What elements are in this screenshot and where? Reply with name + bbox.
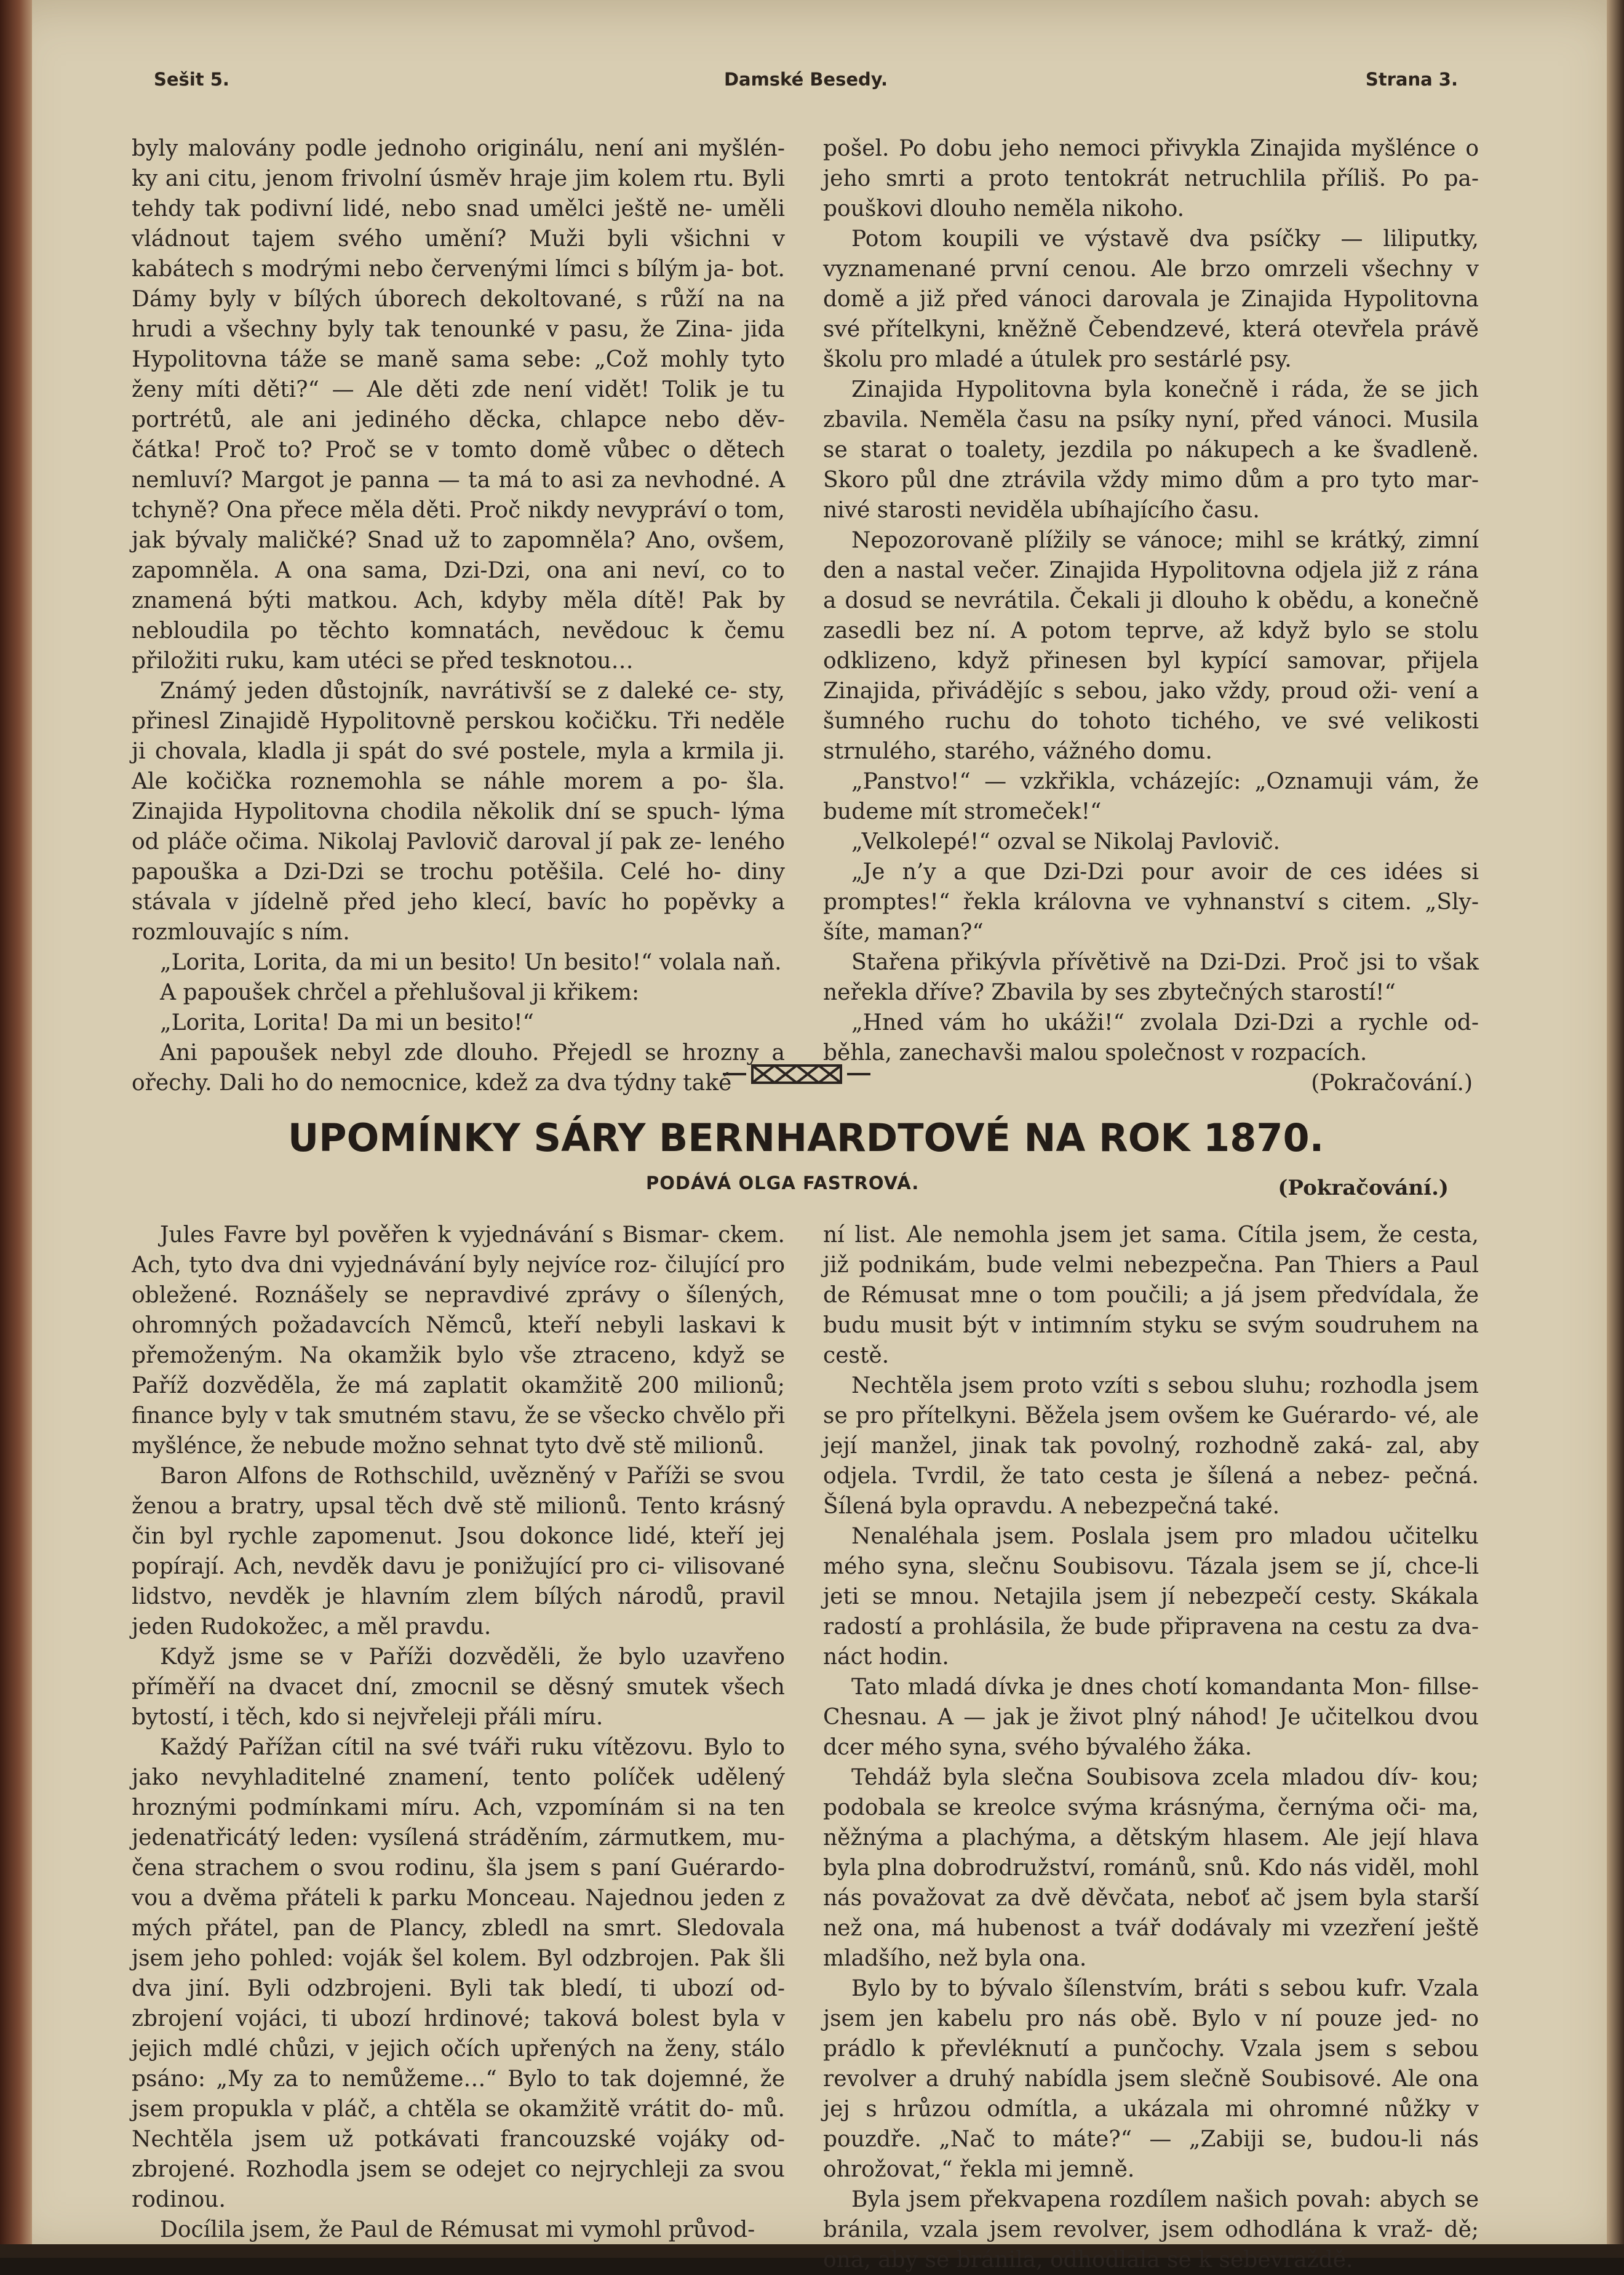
paragraph: „Je n’y a que Dzi-Dzi pour avoir de ces idées si promptes!“ řekla královna ve vyhnanství s citem. „Sly- šíte, maman?“ [823,859,1479,945]
paragraph: Známý jeden důstojník, navrátivší se z daleké ce- sty, přinesl Zinajidě Hypolitovně perskou kočičku. Tři neděle ji chovala, kladla ji spát do své postele, myla a krmila ji. Ale kočička roznemohla se náhle morem a po- šla. Zinajida Hypolitovna chodila několik dní se spuch- lýma od pláče očima. Nikolaj Pavlovič daroval jí pak ze- leného papouška a Dzi-Dzi se trochu potěšila. Celé ho- diny stávala v jídelně před jeho klecí, bavíc ho popěvky a rozmlouvajíc s ním. [132,679,785,945]
paragraph: Baron Alfons de Rothschild, uvězněný v Paříži se svou ženou a bratry, upsal těch dvě stě milionů. Tento krásný čin byl rychle zapomenut. Jsou dokonce lidé, kteří jej popírají. Ach, nevděk davu je ponižující pro ci- vilisované lidstvo, nevděk je hlavním zlem bílých národů, pravil jeden Rudokožec, a měl pravdu. [132,1464,785,1640]
paragraph: Když jsme se v Paříži dozvěděli, že bylo uzavřeno příměří na dvacet dní, zmocnil se děsný smutek všech bytostí, i těch, kdo si nejvřeleji přáli míru. [132,1644,785,1730]
paragraph: „Velkolepé!“ ozval se Nikolaj Pavlovič. [851,829,1280,855]
paragraph: „Lorita, Lorita, da mi un besito! Un besito!“ volala naň. [160,950,782,975]
paragraph: „Panstvo!“ — vzkřikla, vcházejíc: „Oznamuji vám, že budeme mít stromeček!“ [823,769,1479,824]
article-continued-note: (Pokračování.) [1278,1176,1449,1200]
section-divider-ornament [723,1062,870,1086]
paragraph: pošel. Po dobu jeho nemoci přivykla Zinajida myšlénce o jeho smrti a proto tentokrát netruchlila příliš. Po pa- pouškovi dlouho neměla nikoho. [823,136,1479,221]
story2-column-left [132,1220,785,2245]
paragraph: ní list. Ale nemohla jsem jet sama. Cítila jsem, že cesta, již podnikám, bude velmi nebezpečna. Pan Thiers a Paul de Rémusat mne o tom poučili; a já jsem předvídala, že budu musit být v intimním styku se svým soudruhem na cestě. [823,1222,1479,1368]
paragraph: Každý Pařížan cítil na své tváři ruku vítězovu. Bylo to jako nevyhladitelné znamení, tento políček udělený hroznými podmínkami míru. Ach, vzpomínám si na ten jedenatřicátý leden: vysílená stráděním, zármutkem, mu- čena strachem o svou rodinu, šla jsem s paní Guérardo- vou a dvěma přáteli k parku Monceau. Najednou jeden z mých přátel, pan de Plancy, zbledl na smrt. Sledovala jsem jeho pohled: voják šel kolem. Byl odzbrojen. Pak šli dva jiní. Byli odzbrojeni. Byli tak bledí, ti ubozí od- zbrojení vojáci, ti ubozí hrdinové; taková bolest byla v jejich mdlé chůzi, v jejich očích upřených na ženy, stálo psáno: „My za to nemůžeme…“ Bylo to tak dojemné, že jsem propukla v pláč, a chtěla se okamžitě vrátit do- mů. Nechtěla jsem už potkávati francouzské vojáky od- zbrojené. Rozhodla jsem se odejet co nejrychleji za svou rodinou. [132,1735,785,2212]
paragraph: Tehdáž byla slečna Soubisova zcela mladou dív- kou; podobala se kreolce svýma krásnýma, černýma oči- ma, něžnýma a plachýma, a dětským hlasem. Ale její hlava byla plna dobrodružství, románů, snů. Kdo nás viděl, mohl nás považovat za dvě děvčata, neboť ač jsem byla starší než ona, má hubenost a tvář dodávaly mi vzezření ještě mladšího, než byla ona. [823,1765,1479,1971]
paragraph: Nenaléhala jsem. Poslala jsem pro mladou učitelku mého syna, slečnu Soubisovu. Tázala jsem se jí, chce-li jeti se mnou. Netajila jsem jí nebezpečí cesty. Skákala radostí a prohlásila, že bude připravena na cestu za dva- náct hodin. [823,1524,1479,1670]
paragraph: Tato mladá dívka je dnes chotí komandanta Mon- fillse-Chesnau. A — jak je život plný náhod! Je učitelkou dvou dcer mého syna, svého bývalého žáka. [823,1675,1479,1760]
story1-column-right [823,133,1479,1098]
article-title: UPOMÍNKY SÁRY BERNHARDTOVÉ NA ROK 1870. [287,1115,1324,1160]
magazine-title: Damské Besedy. [723,69,888,90]
story2-column-right [823,1220,1479,2275]
paragraph: Nechtěla jsem proto vzíti s sebou sluhu; rozhodla jsem se pro přítelkyni. Běžela jsem ovšem ke Guérardo- vé, ale její manžel, jinak tak povolný, rozhodně zaká- zal, aby odjela. Tvrdil, že tato cesta je šílená a nebez- pečná. Šílená byla opravdu. A nebezpečná také. [823,1373,1479,1519]
paragraph: „Hned vám ho ukáži!“ zvolala Dzi-Dzi a rychle od- běhla, zanechavši malou společnost v rozpacích. [823,1010,1479,1066]
paragraph: Byla jsem překvapena rozdílem našich povah: abych se bránila, vzala jsem revolver, jsem odhodlána k vraž- dě; ona, aby se bránila, odhodlala se k sebevraždě. [823,2187,1479,2273]
paragraph: Ani papoušek nebyl zde dlouho. Přejedl se hrozny a ořechy. Dali ho do nemocnice, kdež za dva týdny také [132,1040,785,1096]
paragraph: Bylo by to bývalo šílenstvím, bráti s sebou kufr. Vzala jsem jen kabelu pro nás obě. Bylo v ní pouze jed- no prádlo k převléknutí a punčochy. Vzala jsem s sebou revolver a druhý nabídla jsem slečně Soubisové. Ale ona jej s hrůzou odmítla, a ukázala mi ohromné nůžky v pouzdře. „Nač to máte?“ — „Zabiji se, budou-li nás ohrožovat,“ řekla mi jemně. [823,1976,1479,2182]
continued-note: (Pokračování.) [1311,1070,1473,1096]
article-byline: PODÁVÁ OLGA FASTROVÁ. [646,1173,920,1193]
paragraph: A papoušek chrčel a přehlušoval ji křikem: [160,980,640,1005]
paragraph: byly malovány podle jednoho originálu, není ani myšlén- ky ani citu, jenom frivolní úsměv hraje jim kolem rtu. Byli tehdy tak podivní lidé, nebo snad umělci ještě ne- uměli vládnout tajem svého umění? Muži byli všichni v kabátech s modrými nebo červenými límci s bílým ja- bot. Dámy byly v bílých úborech dekoltované, s růží na na hrudi a všechny byly tak tenounké v pasu, že Zina- jida Hypolitovna táže se maně sama sebe: „Což mohly tyto ženy míti děti?“ — Ale děti zde není vidět! Tolik je tu portrétů, ale ani jediného děcka, chlapce nebo děv- čátka! Proč to? Proč se v tomto domě vůbec o dětech nemluví? Margot je panna — ta má to asi za nevhodné. A tchyně? Ona přece měla děti. Proč nikdy nevypráví o tom, jak bývaly maličké? Snad už to zapomněla? Ano, ovšem, zapomněla. A ona sama, Dzi-Dzi, ona ani neví, co to znamená býti matkou. Ach, kdyby měla dítě! Pak by nebloudila po těchto komnatách, nevědouc k čemu přiložiti ruku, kam utéci se před tesknotou… [132,136,785,674]
running-header [154,69,1458,100]
paragraph: Zinajida Hypolitovna byla konečně i ráda, že se jich zbavila. Neměla času na psíky nyní, před vánoci. Musila se starat o toalety, jezdila po nákupech a ke švadleně. Skoro půl dne ztrávila vždy mimo dům a pro tyto mar- nivé starosti neviděla ubíhajícího času. [823,377,1479,523]
paragraph: Nepozorovaně plížily se vánoce; mihl se krátký, zimní den a nastal večer. Zinajida Hypolitovna odjela již z rána a dosud se nevrátila. Čekali ji dlouho k obědu, a konečně zasedli bez ní. A potom teprve, až když bylo se stolu odklizeno, když přinesen byl kypící samovar, přijela Zinajida, přivádějíc s sebou, jako vždy, proud oži- vení a šumného ruchu do tohoto tichého, ve své velikosti strnulého, starého, vážného domu. [823,528,1479,764]
issue-number: Sešit 5. [154,69,229,90]
story1-column-left [132,133,785,1098]
paragraph: „Lorita, Lorita! Da mi un besito!“ [160,1010,534,1035]
paragraph: Docílila jsem, že Paul de Rémusat mi vymohl průvod- [160,2217,755,2242]
paragraph: Jules Favre byl pověřen k vyjednávání s Bismar- ckem. Ach, tyto dva dni vyjednávání byly nejvíce roz- čilující pro obležené. Roznášely se nepravdivé zprávy o šílených, ohromných požadavcích Němců, kteří nebyli laskavi k přemoženým. Na okamžik bylo vše ztraceno, když se Paříž dozvěděla, že má zaplatit okamžitě 200 milionů; finance byly v tak smutném stavu, že se všecko chvělo při myšlénce, že nebude možno sehnat tyto dvě stě milionů. [132,1222,785,1459]
binding-edge [0,0,32,2258]
paragraph: Potom koupili ve výstavě dva psíčky — liliputky, vyznamenané první cenou. Ale brzo omrzeli všechny v domě a již před vánoci darovala je Zinajida Hypolitovna své přítelkyni, kněžně Čebendzevé, která otevřela právě školu pro mladé a útulek pro sestárlé psy. [823,226,1479,372]
paragraph: Stařena přikývla přívětivě na Dzi-Dzi. Proč jsi to však neřekla dříve? Zbavila by ses zbytečných starostí!“ [823,950,1479,1005]
page-number: Strana 3. [1365,69,1458,90]
page-edge-right [1607,0,1624,2258]
